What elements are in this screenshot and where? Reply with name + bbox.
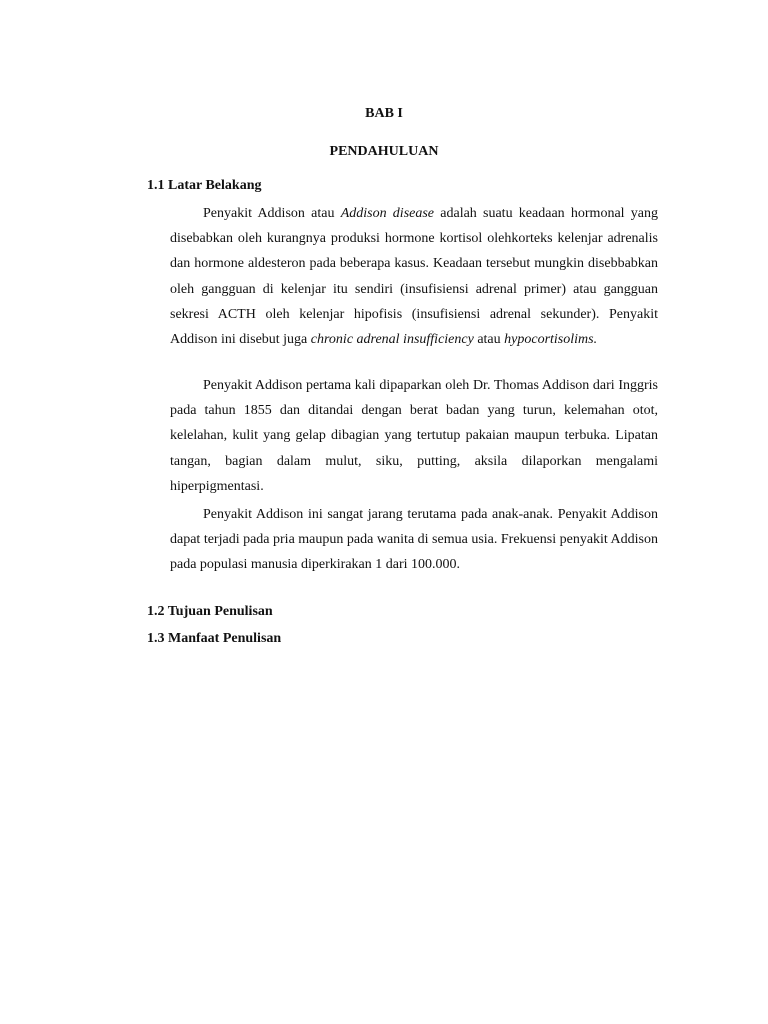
paragraph-3: Penyakit Addison ini sangat jarang terutama pada anak-anak. Penyakit Addison dapat terjadi pada pria maupun pada wanita di semua usia. Frekuensi penyakit Addison pada populasi manusia diperkirakan 1 dari 100.000. xyxy=(170,507,658,573)
section-heading-latar-belakang: 1.1 Latar Belakang xyxy=(147,178,262,193)
paragraph-1-term-chronic-adrenal-insufficiency: chronic adrenal insufficiency xyxy=(310,332,474,348)
paragraph-1 xyxy=(170,201,658,352)
paragraph-2: Penyakit Addison pertama kali dipaparkan oleh Dr. Thomas Addison dari Inggris pada tahun 1855 dan ditandai dengan berat badan yang turun, kelemahan otot, kelelahan, kulit yang gelap dibagian yang tertutup pakaian maupun terbuka. Lipatan tangan, bagian dalam mulut, siku, putting, aksila dilaporkan mengalami hiperpigmentasi. xyxy=(170,378,658,494)
paragraph-1-text-c: atau xyxy=(473,332,505,348)
section-heading-tujuan-penulisan: 1.2 Tujuan Penulisan xyxy=(147,604,273,619)
chapter-number: BAB I xyxy=(365,106,403,121)
paragraph-1-term-hypocortisolims: hypocortisolims. xyxy=(504,332,598,348)
chapter-title: PENDAHULUAN xyxy=(329,144,439,159)
paragraph-1-text-b: adalah suatu keadaan hormonal yang disebabkan oleh kurangnya produksi hormone kortisol olehkorteks kelenjar adrenalis dan hormone aldesteron pada beberapa kasus. Keadaan tersebut mungkin disebbabkan oleh gangguan di kelenjar itu sendiri (insufisiensi adrenal primer) atau gangguan sekresi ACTH oleh kelenjar hipofisis (insufisiensi adrenal sekunder). Penyakit Addison ini disebut juga xyxy=(170,206,658,348)
paragraph-1-text-a: Penyakit Addison atau xyxy=(203,206,341,221)
paragraph-1-term-addison-disease: Addison disease xyxy=(340,206,435,221)
section-heading-manfaat-penulisan: 1.3 Manfaat Penulisan xyxy=(147,631,282,646)
